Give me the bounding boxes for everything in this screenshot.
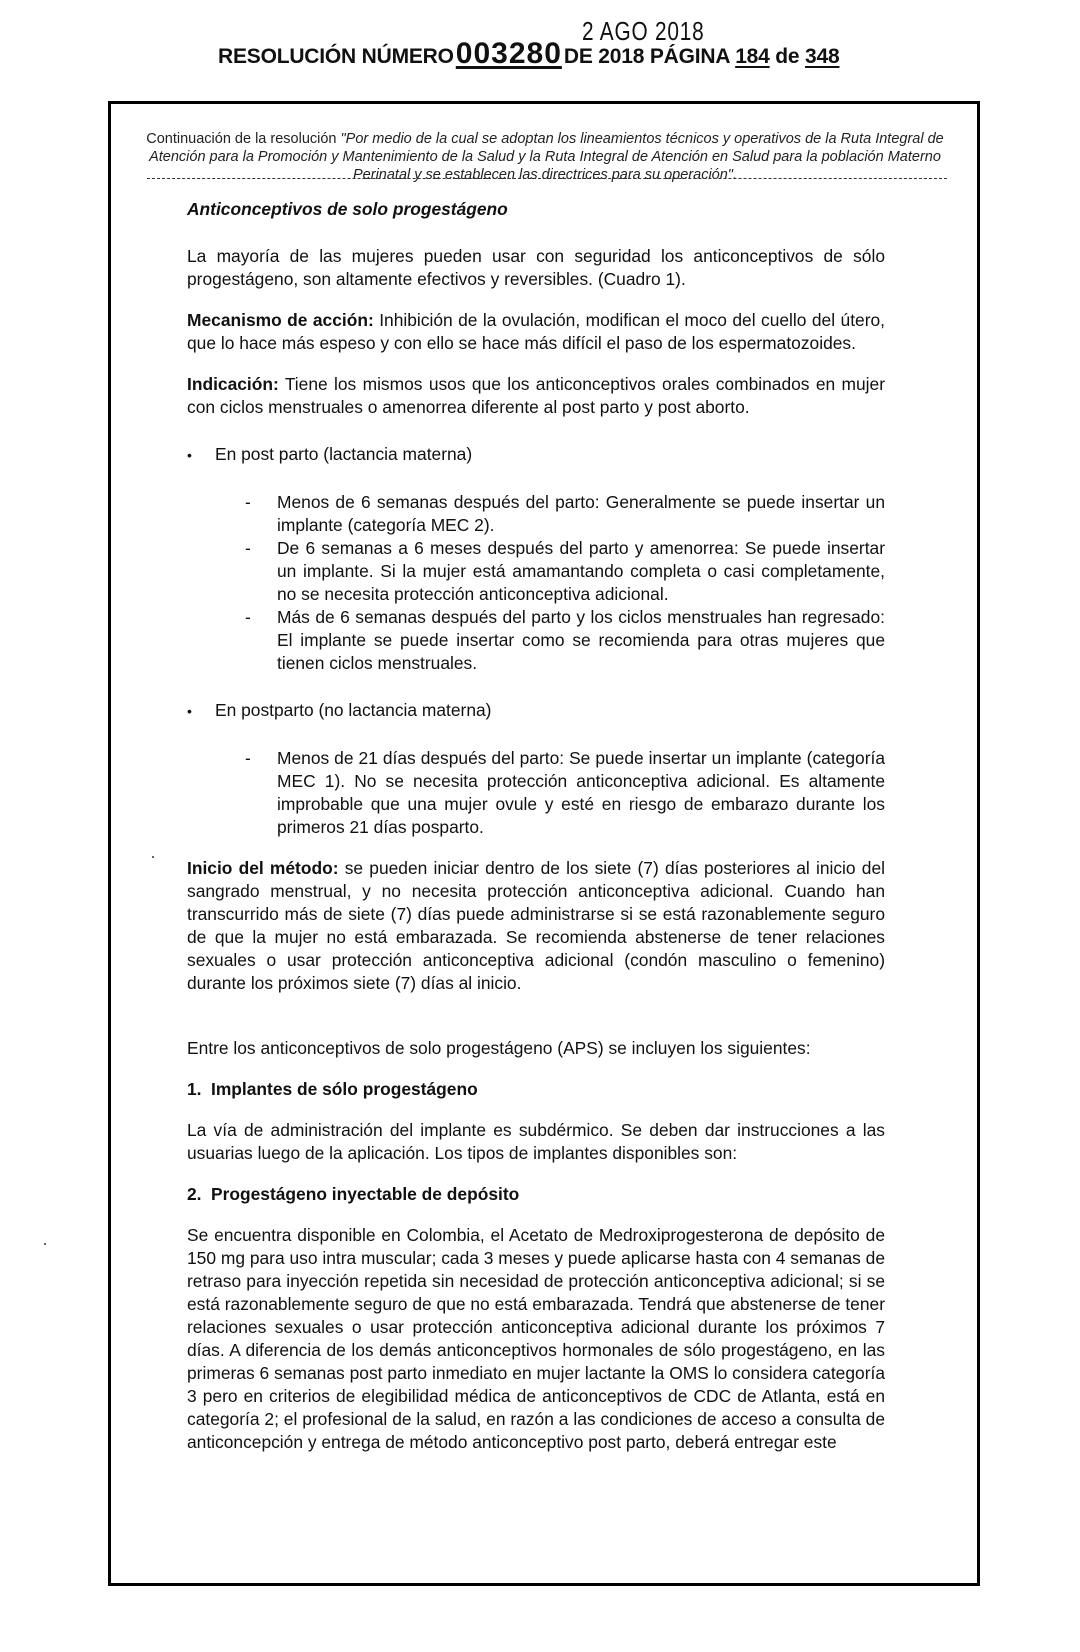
indication-paragraph — [187, 373, 885, 419]
heading-title: Implantes de sólo progestágeno — [211, 1079, 478, 1099]
dash-icon: - — [245, 492, 251, 512]
section-title: Anticonceptivos de solo progestágeno — [187, 199, 508, 219]
mechanism-paragraph — [187, 309, 885, 355]
mechanism-text: Inhibición de la ovulación, modifican el moco del cuello del útero, que lo hace más espeso y con ello se hace más difícil el paso de los espermatozoides. — [187, 310, 885, 353]
resolution-number: 003280 — [455, 37, 562, 70]
sub-list-text: Menos de 21 días después del parto: Se puede insertar un implante (categoría MEC 1). No se necesita protección anticonceptiva adicional. Es altamente improbable que una mujer ovule y esté en riesgo de embarazo durante los primeros 21 días posparto. — [277, 748, 885, 837]
page-of: de — [775, 45, 800, 68]
dash-icon: - — [245, 607, 251, 627]
heading-number: 2. — [187, 1184, 202, 1204]
mechanism-label: Mecanismo de acción: — [187, 310, 374, 330]
dash-icon: - — [245, 538, 251, 558]
numbered-heading — [187, 1183, 885, 1206]
start-text: se pueden iniciar dentro de los siete (7) días posteriores al inicio del sangrado menstrual, y no necesita protección anticonceptiva adicional. Cuando han transcurrido más de siete (7) días puede administrarse si se está razonablemente seguro de que la mujer no está embarazada. Se recomienda abstenerse de tener relaciones sexuales o usar protección anticonceptiva adicional (condón masculino o femenino) durante los próximos siete (7) días al inicio. — [187, 858, 885, 993]
continuation-quote: "Por medio de la cual se adoptan los lineamientos técnicos y operativos de la Ruta Integral de Atención para la Promoción y Mantenimiento de la Salud y la Ruta Integral de Atención en Salud para la población Materno Perinatal y se establecen las directrices para su operación". — [149, 131, 944, 183]
dash-icon: - — [245, 748, 251, 768]
sub-list-item — [245, 747, 885, 839]
dashed-divider — [147, 178, 947, 179]
bullet-label: En postparto (no lactancia materna) — [215, 700, 492, 720]
resolution-year-label: DE 2018 PÁGINA — [563, 45, 730, 68]
bullet-label: En post parto (lactancia materna) — [215, 444, 473, 464]
bullet-item — [187, 699, 885, 723]
bullet-icon: • — [187, 703, 192, 719]
sub-list-text: Menos de 6 semanas después del parto: Generalmente se puede insertar un implante (categoría MEC 2). — [277, 492, 885, 535]
bullet-item — [187, 443, 885, 467]
resolution-prefix: RESOLUCIÓN NÚMERO — [218, 45, 454, 68]
heading-title: Progestágeno inyectable de depósito — [211, 1184, 520, 1204]
heading-number: 1. — [187, 1079, 202, 1099]
aps-intro: Entre los anticonceptivos de solo progestágeno (APS) se incluyen los siguientes: — [187, 1038, 811, 1058]
document-body — [187, 198, 885, 1454]
sub-list-item — [245, 537, 885, 606]
resolution-header — [218, 37, 918, 71]
indication-label: Indicación: — [187, 374, 279, 394]
indication-text: Tiene los mismos usos que los anticonceptivos orales combinados en mujer con ciclos menstruales o amenorrea diferente al post parto y post aborto. — [187, 374, 885, 417]
intro-paragraph: La mayoría de las mujeres pueden usar con seguridad los anticonceptivos de sólo progestágeno, son altamente efectivos y reversibles. (Cuadro 1). — [187, 246, 885, 289]
continuation-note — [140, 130, 950, 184]
implant-paragraph: La vía de administración del implante es subdérmico. Se deben dar instrucciones a las usuarias luego de la aplicación. Los tipos de implantes disponibles son: — [187, 1120, 885, 1163]
continuation-lead: Continuación de la resolución — [146, 131, 341, 147]
start-label: Inicio del método: — [187, 858, 339, 878]
date-stamp: 2 AGO 2018 — [582, 16, 705, 46]
injectable-paragraph: Se encuentra disponible en Colombia, el Acetato de Medroxiprogesterona de depósito de 150 mg para uso intra muscular; cada 3 meses y puede aplicarse hasta con 4 semanas de retraso para inyección repetida sin necesidad de protección anticonceptiva adicional; si se está razonablemente seguro de que no está embarazada. Tendrá que abstenerse de tener relaciones sexuales o usar protección anticonceptiva adicional durante los próximos 7 días. A diferencia de los demás anticonceptivos hormonales de sólo progestágeno, en las primeras 6 semanas post parto inmediato en mujer lactante la OMS lo considera categoría 3 pero en criterios de elegibilidad médica de anticonceptivos de CDC de Atlanta, está en categoría 2; el profesional de la salud, en razón a las condiciones de acceso a consulta de anticoncepción y entrega de método anticonceptivo post parto, deberá entregar este — [187, 1225, 885, 1452]
page-total: 348 — [805, 45, 840, 68]
sub-list-text: Más de 6 semanas después del parto y los ciclos menstruales han regresado: El implante se puede insertar como se recomienda para otras mujeres que tienen ciclos menstruales. — [277, 607, 885, 673]
start-paragraph — [187, 857, 885, 995]
sub-list-text: De 6 semanas a 6 meses después del parto y amenorrea: Se puede insertar un implante. Si la mujer está amamantando completa o casi completamente, no se necesita protección anticonceptiva adicional. — [277, 538, 885, 604]
bullet-icon: • — [187, 447, 192, 463]
sub-list-item — [245, 606, 885, 675]
page-current: 184 — [735, 45, 770, 68]
scan-speck — [152, 856, 154, 858]
sub-list-item — [245, 491, 885, 537]
numbered-heading — [187, 1078, 885, 1101]
scan-speck — [44, 1243, 46, 1245]
